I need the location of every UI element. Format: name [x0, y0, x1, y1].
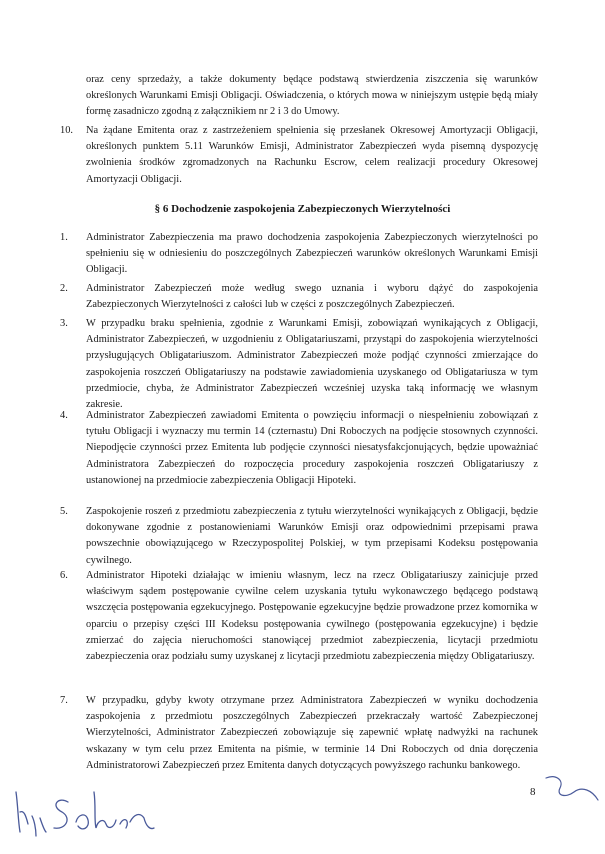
list-item-6	[60, 568, 538, 665]
list-item-4	[60, 408, 538, 489]
item-number: 10.	[60, 125, 73, 136]
item-number: 6.	[60, 570, 68, 581]
item-text: W przypadku braku spełnienia, zgodnie z Warunkami Emisji, zobowiązań wynikających z Obligacji, Administrator Zabezpieczeń, w uzgodnieniu z Obligatariuszami, przystąpi do zaspokojenia wierzytelności przysługujących Obligatariuszom. Administrator Zabezpieczeń może podjąć czynności zmierzające do zaspokojenia roszczeń Obligatariuszy na podstawie zawiadomienia uzyskanego od Obligatariusza w tym przedmiocie, chyba, że Administrator Zabezpieczeń wcześniej uzyska taką informację we własnym zakresie.	[86, 318, 538, 411]
list-item-10	[60, 123, 538, 188]
paraph-mark	[542, 770, 602, 810]
list-item-7	[60, 693, 538, 774]
item-number: 5.	[60, 506, 68, 517]
item-text: Administrator Zabezpieczeń może według swego uznania i wyboru dążyć do zaspokojenia Zabezpieczonych Wierzytelności z całości lub w części z poszczególnych Zabezpieczeń.	[86, 283, 538, 311]
handwritten-signature-initials	[6, 772, 156, 844]
list-item-2	[60, 281, 538, 313]
item-number: 3.	[60, 318, 68, 329]
item-text: Administrator Hipoteki działając w imieniu własnym, lecz na rzecz Obligatariuszy zainicjuje przed właściwym sądem postępowanie cywilne celem uzyskania tytułu wykonawczego będącego podstawą wszczęcia postępowania egzekucyjnego. Postępowanie egzekucyjne będzie prowadzone przez komornika w oparciu o przepisy części III Kodeksu postępowania cywilnego (postępowania egzekucyjne) i będzie zmierzać do zajęcia nieruchomości stanowiącej przedmiot zabezpieczenia, licytacji przedmiotu zabezpieczenia oraz podziału sumy uzyskanej z licytacji przedmiotu zabezpieczenia między Obligatariuszy.	[86, 570, 538, 663]
list-item-5	[60, 504, 538, 569]
item-text: Zaspokojenie roszeń z przedmiotu zabezpieczenia z tytułu wierzytelności wynikających z Obligacji, będzie dokonywane zgodnie z postanowieniami Warunków Emisji oraz odpowiednimi przepisami prawa powszechnie obowiązującego w Rzeczypospolitej Polskiej, w tym przepisami Kodeksu postępowania cywilnego.	[86, 506, 538, 566]
item-number: 2.	[60, 283, 68, 294]
item-text: Administrator Zabezpieczeń zawiadomi Emitenta o powzięciu informacji o niespełnieniu zobowiązań z tytułu Obligacji i wyznaczy mu termin 14 (czternastu) Dni Roboczych na podjęcie stosownych czynności. Niepodjęcie czynności przez Emitenta lub podjęcie czynności niesatysfakcjonujących, będzie upoważniać Administratora Zabezpieczeń do rozpoczęcia procedury zaspokojenia roszczeń Obligatariuszy z ustanowionej na przedmiocie zabezpieczenia Obligacji Hipoteki.	[86, 410, 538, 486]
section-heading: § 6 Dochodzenie zaspokojenia Zabezpieczonych Wierzytelności	[154, 203, 451, 215]
item-text: W przypadku, gdyby kwoty otrzymane przez Administratora Zabezpieczeń w wyniku dochodzenia zaspokojenia z przedmiotu poszczególnych Zabezpieczeń przekraczały wartość Zabezpieczonej Wierzytelności, Administrator Zabezpieczeń zobowiązuje się zapewnić wpłatę nadwyżki na rachunek wskazany w tym celu przez Emitenta na piśmie, w terminie 14 Dni Roboczych od dnia doręczenia Administratorowi Zabezpieczeń przez Emitenta danych dotyczących powyższego rachunku bankowego.	[86, 695, 538, 771]
list-item-3	[60, 316, 538, 413]
continuation-paragraph: oraz ceny sprzedaży, a także dokumenty będące podstawą stwierdzenia ziszczenia się warunków określonych Warunkami Emisji Obligacji. Oświadczenia, o których mowa w niniejszym ustępie będą miały formę zasadniczo zgodną z załącznikiem nr 2 i 3 do Umowy.	[86, 74, 538, 118]
item-number: 4.	[60, 410, 68, 421]
item-number: 1.	[60, 232, 68, 243]
list-item-1	[60, 230, 538, 279]
item-text: Administrator Zabezpieczenia ma prawo dochodzenia zaspokojenia Zabezpieczonych wierzytelności po spełnieniu się w odniesieniu do poszczególnych Zabezpieczeń warunków określonych Warunkami Emisji Obligacji.	[86, 232, 538, 276]
item-number: 7.	[60, 695, 68, 706]
page-number: 8	[530, 786, 536, 798]
item-text: Na żądane Emitenta oraz z zastrzeżeniem spełnienia się przesłanek Okresowej Amortyzacji Obligacji, określonych punktem 5.11 Warunków Emisji, Administrator Zabezpieczeń wyda pisemną dyspozycję zwolnienia środków zgromadzonych na Rachunku Escrow, celem realizacji procedury Okresowej Amortyzacji Obligacji.	[86, 125, 538, 185]
